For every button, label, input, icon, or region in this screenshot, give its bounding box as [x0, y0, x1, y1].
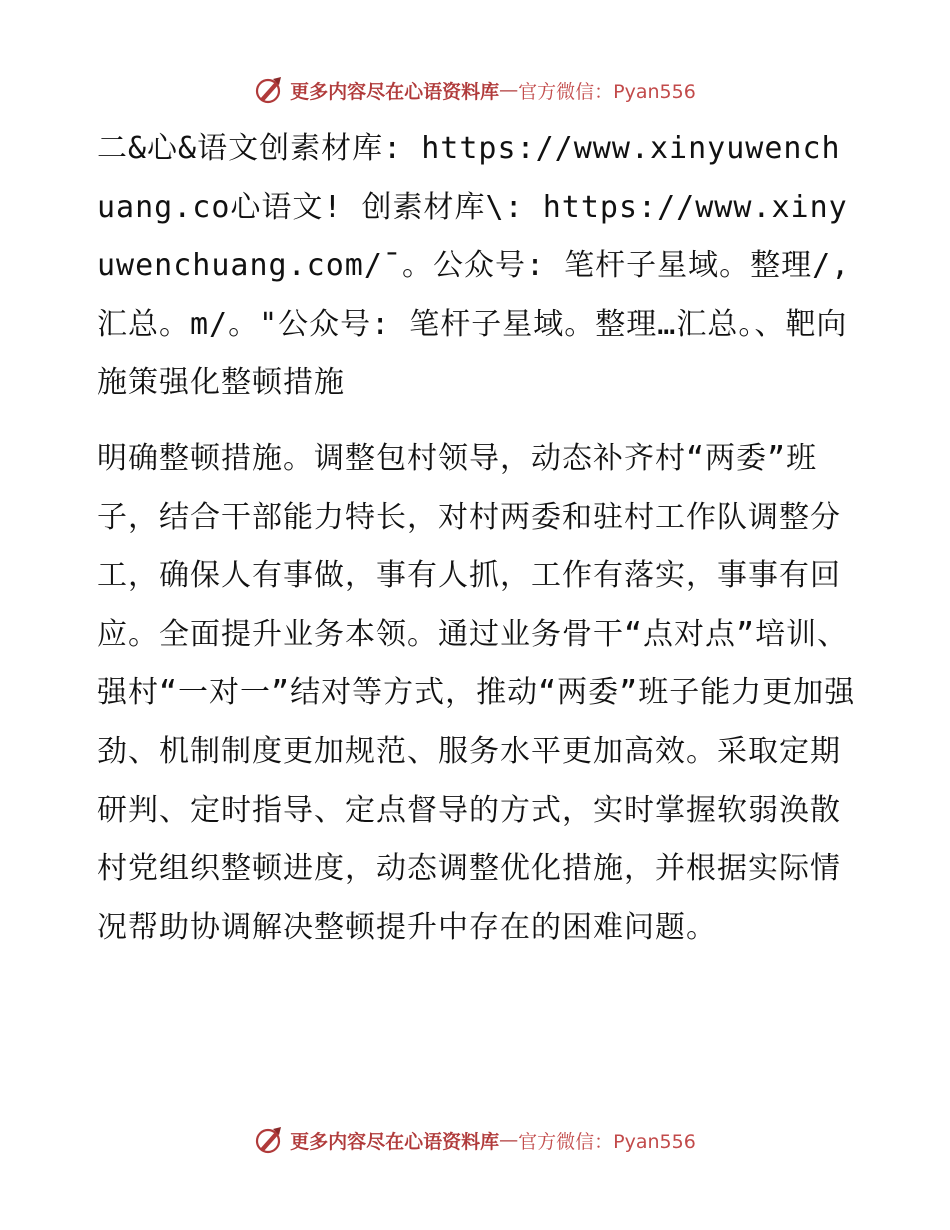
banner-separator: — — [499, 79, 519, 101]
banner-separator: — — [499, 1129, 519, 1151]
header-banner — [0, 70, 950, 110]
paragraph-2: 明确整顿措施。调整包村领导，动态补齐村“两委”班子，结合干部能力特长，对村两委和驻村工作队调整分工，确保人有事做，事有人抓，工作有落实，事事有回应。全面提升业务本领。通过业务骨干“点对点”培训、强村“一对一”结对等方式，推动“两委”班子能力更加强劲、机制制度更加规范、服务水平更加高效。采取定期研判、定时指导、定点督导的方式，实时掌握软弱涣散村党组织整顿进度，动态调整优化措施，并根据实际情况帮助协调解决整顿提升中存在的困难问题。 — [97, 440, 856, 945]
paragraph-1: 二&心&语文创素材库: https://www.xinyuwenchuang.co心语文! 创素材库\: https://www.xinyuwenchuang.com/¯。公众号: 笔杆子星域。整理/,汇总。m/。"公众号: 笔杆子星域。整理…汇总。、靶向施策强化整顿措施 — [97, 131, 851, 401]
document-body — [97, 120, 857, 957]
banner-wechat: 官方微信：Pyan556 — [518, 1130, 696, 1153]
banner-brand: 更多内容尽在心语资料库 — [290, 80, 500, 103]
quill-pen-logo-icon — [254, 1125, 284, 1155]
banner-wechat: 官方微信：Pyan556 — [518, 80, 696, 103]
banner-brand: 更多内容尽在心语资料库 — [290, 1130, 500, 1153]
quill-pen-logo-icon — [254, 75, 284, 105]
footer-banner — [0, 1120, 950, 1160]
